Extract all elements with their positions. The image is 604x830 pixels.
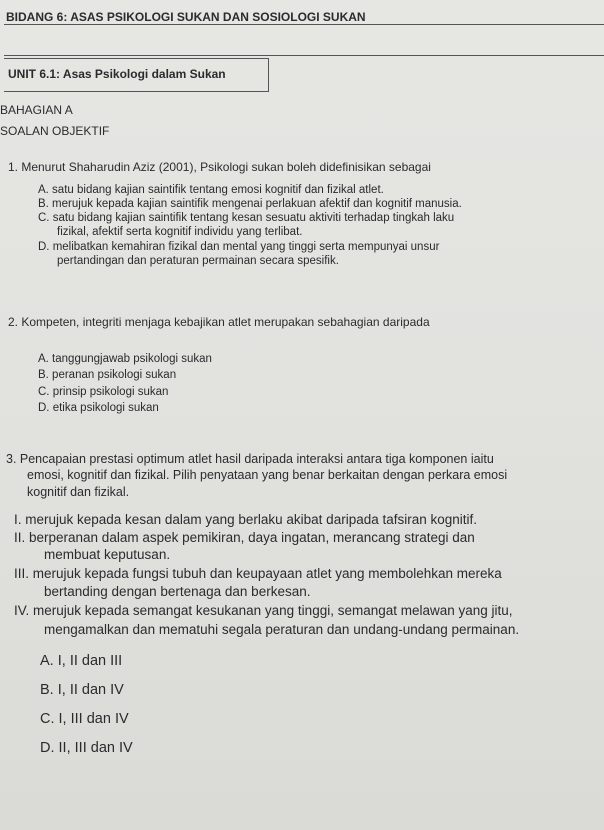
q2-option-b: B. peranan psikologi sukan: [38, 369, 177, 381]
unit-title: UNIT 6.1: Asas Psikologi dalam Sukan: [8, 67, 226, 81]
header-frame: [4, 24, 604, 56]
q3-option-a: A. I, II dan III: [40, 653, 123, 669]
q3-statement-ii: II. berperanan dalam aspek pemikiran, daya ingatan, merancang strategi dan: [14, 530, 475, 545]
question-1-stem: 1. Menurut Shaharudin Aziz (2001), Psikologi sukan boleh didefinisikan sebagai: [8, 160, 431, 174]
q1-option-c: C. satu bidang kajian saintifik tentang kesan sesuatu aktiviti terhadap tingkah laku: [38, 212, 455, 224]
q3-statement-iv: IV. merujuk kepada semangat kesukanan yang tinggi, semangat melawan yang jitu,: [14, 603, 513, 618]
q1-option-c-cont: fizikal, afektif serta kognitif individu yang terlibat.: [57, 226, 303, 238]
q1-option-d-cont: pertandingan dan peraturan permainan secara spesifik.: [57, 255, 339, 267]
q2-option-d: D. etika psikologi sukan: [38, 402, 159, 414]
q3-option-c: C. I, III dan IV: [40, 711, 129, 727]
q1-option-d: D. melibatkan kemahiran fizikal dan mental yang tinggi serta mempunyai unsur: [38, 241, 440, 253]
q3-statement-i: I. merujuk kepada kesan dalam yang berlaku akibat daripada tafsiran kognitif.: [14, 512, 478, 527]
page-title: BIDANG 6: ASAS PSIKOLOGI SUKAN DAN SOSIOLOGI SUKAN: [6, 10, 366, 24]
question-3-stem-line-1: 3. Pencapaian prestasi optimum atlet hasil daripada interaksi antara tiga komponen iaitu: [6, 452, 494, 466]
q3-statement-iii-cont: bertanding dengan bertenaga dan berkesan.: [44, 584, 311, 599]
q3-statement-ii-cont: membuat keputusan.: [44, 547, 171, 562]
q1-option-a: A. satu bidang kajian saintifik tentang emosi kognitif dan fizikal atlet.: [38, 184, 384, 196]
q3-option-b: B. I, II dan IV: [40, 682, 124, 698]
q3-statement-iv-cont: mengamalkan dan mematuhi segala peraturan dan undang-undang permainan.: [44, 622, 520, 637]
q2-option-a: A. tanggungjawab psikologi sukan: [38, 353, 212, 365]
q2-option-c: C. prinsip psikologi sukan: [38, 386, 169, 398]
question-3-stem-line-2: emosi, kognitif dan fizikal. Pilih penyataan yang benar berkaitan dengan perkara emosi: [27, 468, 508, 482]
question-3-stem-line-3: kognitif dan fizikal.: [27, 485, 130, 499]
section-heading: BAHAGIAN A: [0, 103, 73, 117]
q3-option-d: D. II, III dan IV: [40, 740, 133, 756]
question-2-stem: 2. Kompeten, integriti menjaga kebajikan atlet merupakan sebahagian daripada: [8, 315, 430, 329]
q3-statement-iii: III. merujuk kepada fungsi tubuh dan keupayaan atlet yang membolehkan mereka: [14, 566, 502, 581]
subsection-heading: SOALAN OBJEKTIF: [0, 124, 110, 138]
q1-option-b: B. merujuk kepada kajian saintifik mengenai perlakuan afektif dan kognitif manusia.: [38, 198, 462, 210]
